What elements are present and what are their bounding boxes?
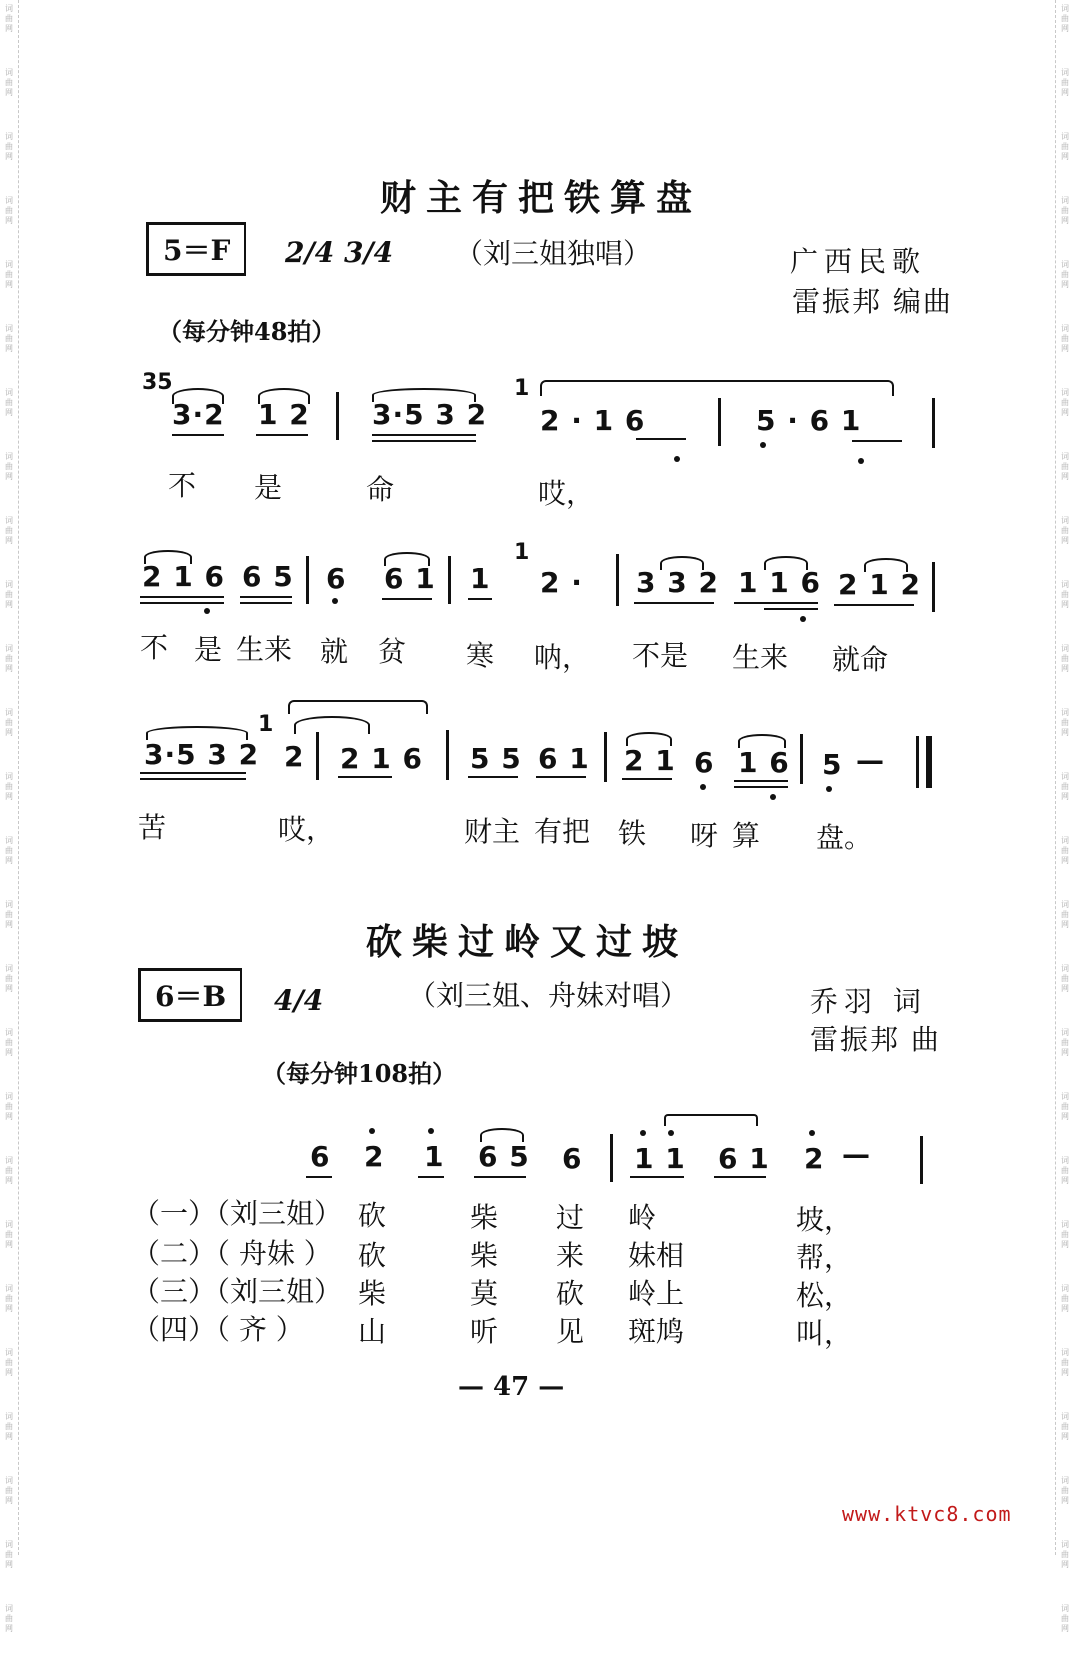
beam: [474, 1176, 526, 1178]
side-watermark-text: 词 曲 网: [5, 324, 13, 353]
verse-label: （三）（刘三姐）: [132, 1275, 343, 1308]
lyric: 帮，: [796, 1241, 853, 1274]
side-watermark-text: 词 曲 网: [5, 1156, 13, 1185]
lyric: 呐，: [534, 641, 591, 674]
upper-octave-dot: [369, 1128, 375, 1134]
lower-octave-dot: [760, 442, 766, 448]
slur: [480, 1128, 524, 1142]
lower-octave-dot: [858, 458, 864, 464]
bar-line: [920, 1136, 923, 1184]
beam: [418, 1176, 444, 1178]
side-watermark-text: 词 曲 网: [1061, 1092, 1069, 1121]
beam: [734, 780, 788, 782]
bar-line: [616, 554, 619, 606]
lyric: 生来: [236, 633, 293, 666]
verse-label: （一）（刘三姐）: [132, 1197, 343, 1230]
side-watermark-text: 词 曲 网: [1061, 964, 1069, 993]
lower-octave-dot: [770, 794, 776, 800]
beam: [240, 602, 292, 604]
side-watermark-text: 词 曲 网: [5, 900, 13, 929]
slur: [294, 716, 370, 734]
side-watermark-text: 词 曲 网: [1061, 1028, 1069, 1057]
bar-line: [336, 392, 339, 440]
lower-octave-dot: [332, 598, 338, 604]
song1-tempo: （每分钟48拍）: [158, 317, 336, 346]
note-group: 5 · 6 1: [756, 404, 862, 437]
note-group: 3·5 3 2: [144, 738, 260, 771]
beam: [140, 772, 246, 774]
side-watermark-text: 词 曲 网: [5, 1476, 13, 1505]
side-watermark-text: 词 曲 网: [1061, 388, 1069, 417]
side-watermark-text: 词 曲 网: [5, 4, 13, 33]
side-watermark-text: 词 曲 网: [1061, 1604, 1069, 1633]
phrase-slur: [540, 380, 894, 396]
slur: [144, 550, 192, 564]
side-watermark-text: 词 曲 网: [5, 132, 13, 161]
lyric: 苦: [138, 811, 167, 844]
phrase-slur: [288, 700, 428, 714]
grace-note: 1: [258, 712, 274, 737]
side-watermark-text: 词 曲 网: [1061, 644, 1069, 673]
slur: [258, 388, 310, 404]
final-bar-thin: [916, 736, 919, 788]
lyric: 砍: [358, 1199, 387, 1232]
note-group: 2: [364, 1140, 385, 1173]
lower-octave-dot: [826, 786, 832, 792]
beam: [714, 1176, 766, 1178]
side-watermark-text: 词 曲 网: [5, 644, 13, 673]
beam: [764, 608, 818, 610]
lyric: 就命: [832, 643, 889, 676]
bar-line: [446, 730, 449, 780]
note-group: 6 1: [538, 742, 590, 775]
lyric: 见: [556, 1315, 585, 1348]
beam: [468, 776, 518, 778]
slur: [372, 388, 476, 402]
side-watermark-text: 词 曲 网: [1061, 580, 1069, 609]
lyric: 财主: [464, 815, 521, 848]
note-group: 1: [424, 1140, 445, 1173]
lyric: 山: [358, 1315, 387, 1348]
side-watermark-text: 词 曲 网: [1061, 324, 1069, 353]
upper-octave-dot: [640, 1130, 646, 1136]
beam: [634, 602, 714, 604]
side-watermark-text: 词 曲 网: [5, 836, 13, 865]
note-group: 2 1 6: [142, 560, 225, 593]
side-watermark-text: 词 曲 网: [1061, 516, 1069, 545]
side-watermark-text: 词 曲 网: [1061, 260, 1069, 289]
bar-line: [604, 732, 607, 782]
note-group: 6 5: [242, 560, 294, 593]
lyric: 哎，: [538, 477, 595, 510]
side-watermark-text: 词 曲 网: [5, 1284, 13, 1313]
beam: [372, 434, 476, 436]
beam: [734, 786, 788, 788]
side-watermark-text: 词 曲 网: [1061, 1220, 1069, 1249]
bar-line: [448, 556, 451, 604]
grace-note: 1: [514, 540, 530, 565]
note-group: 6: [562, 1142, 583, 1175]
note-group: 3·2: [172, 398, 225, 431]
lyric: 来: [556, 1239, 585, 1272]
lyric: 柴: [358, 1277, 387, 1310]
note-group: 2: [284, 740, 305, 773]
lyric: 有把: [534, 815, 591, 848]
slur: [738, 734, 786, 748]
note-group: 2 1 2: [838, 568, 921, 601]
side-watermark-text: 词 曲 网: [5, 708, 13, 737]
note-group: 2 1 6: [340, 742, 423, 775]
note-group: 2 1: [624, 744, 676, 777]
song2-meter: 4/4: [274, 984, 324, 1017]
note-group: 1 1 6: [738, 566, 821, 599]
side-watermark-text: 词 曲 网: [1061, 1348, 1069, 1377]
slur: [384, 552, 430, 566]
lyric: 坡，: [796, 1203, 853, 1236]
song1-key-signature: 5＝F: [146, 222, 246, 276]
lyric: 呀: [690, 819, 719, 852]
beam: [172, 434, 224, 436]
song2-title: 砍柴过岭又过坡: [366, 922, 689, 963]
lyric: 柴: [470, 1239, 499, 1272]
lyric: 砍: [556, 1277, 585, 1310]
lyric: 是: [254, 471, 283, 504]
lyric: 岭上: [628, 1277, 685, 1310]
lyric: 贫: [378, 635, 407, 668]
beam: [834, 604, 914, 606]
beam: [140, 778, 246, 780]
song2-key-signature: 6＝B: [138, 968, 242, 1022]
verse-label: （二）（ 舟妹 ）: [132, 1237, 332, 1270]
upper-octave-dot: [428, 1128, 434, 1134]
lyric: 不: [140, 631, 169, 664]
bar-line: [800, 734, 803, 784]
upper-octave-dot: [809, 1130, 815, 1136]
slur: [146, 726, 248, 740]
lyric: 就: [320, 635, 349, 668]
note-group: 6 1: [384, 562, 436, 595]
lyric: 妹相: [628, 1239, 685, 1272]
side-watermark-text: 词 曲 网: [1061, 132, 1069, 161]
lyric: 不: [168, 469, 197, 502]
side-watermark-text: 词 曲 网: [1061, 772, 1069, 801]
lyric: 铁: [618, 817, 647, 850]
note-group: 6: [694, 746, 715, 779]
song1-title: 财主有把铁算盘: [380, 178, 703, 219]
note-group: 6 5: [478, 1140, 530, 1173]
side-watermark-text: 词 曲 网: [1061, 196, 1069, 225]
final-bar-thick: [926, 736, 932, 788]
side-watermark-text: 词 曲 网: [1061, 1412, 1069, 1441]
beam: [140, 602, 224, 604]
beam: [536, 776, 586, 778]
beam: [256, 434, 308, 436]
note-group: 3 3 2: [636, 566, 719, 599]
lower-octave-dot: [674, 456, 680, 462]
note-group: 6: [310, 1140, 331, 1173]
song2-subtitle: （刘三姐、舟妹对唱）: [408, 979, 689, 1012]
song1-meter: 2/4 3/4: [285, 236, 394, 269]
bar-line: [306, 556, 309, 604]
lower-octave-dot: [800, 616, 806, 622]
beam: [338, 776, 392, 778]
note-group: 5 5: [470, 742, 522, 775]
beam: [636, 438, 686, 440]
lyric: 寒: [466, 639, 495, 672]
page-number: — 47 —: [458, 1372, 565, 1402]
song2-credit-lyricist: 乔羽 词: [810, 985, 927, 1018]
side-watermark-text: 词 曲 网: [5, 196, 13, 225]
side-watermark-text: 词 曲 网: [5, 1412, 13, 1441]
note-group: 1 1: [634, 1142, 686, 1175]
note-group: 2: [804, 1142, 825, 1175]
song1-credit-origin: 广西民歌: [790, 245, 927, 278]
lyric: 生来: [732, 641, 789, 674]
lyric: 听: [470, 1315, 499, 1348]
beam: [630, 1176, 684, 1178]
lower-octave-dot: [700, 784, 706, 790]
side-watermark-text: 词 曲 网: [5, 772, 13, 801]
bar-line: [932, 398, 935, 448]
lyric: 不是: [632, 639, 689, 672]
lyric: 叫，: [796, 1317, 853, 1350]
side-watermark-text: 词 曲 网: [5, 1540, 13, 1569]
side-watermark-text: 词 曲 网: [5, 388, 13, 417]
lyric: 砍: [358, 1239, 387, 1272]
side-watermark-text: 词 曲 网: [1061, 68, 1069, 97]
beam: [622, 778, 672, 780]
grace-note: 35: [142, 370, 173, 395]
lyric: 哎，: [278, 813, 335, 846]
beam: [372, 440, 476, 442]
lyric: 莫: [470, 1277, 499, 1310]
side-watermark-text: 词 曲 网: [5, 68, 13, 97]
lyric: 算: [732, 819, 761, 852]
side-watermark-text: 词 曲 网: [1061, 836, 1069, 865]
note-group: 3·5 3 2: [372, 398, 488, 431]
lyric: 是: [194, 633, 223, 666]
site-watermark[interactable]: www.ktvc8.com: [842, 1502, 1012, 1526]
phrase-slur: [664, 1114, 758, 1126]
side-watermark-text: 词 曲 网: [5, 452, 13, 481]
beam: [734, 602, 818, 604]
beam: [852, 440, 902, 442]
note-group: 1 6: [738, 746, 790, 779]
hold-dash: —: [856, 744, 885, 777]
lyric: 柴: [470, 1201, 499, 1234]
bar-line: [718, 398, 721, 446]
lyric: 斑鸠: [628, 1315, 685, 1348]
slur: [764, 556, 808, 570]
side-watermark-text: 词 曲 网: [5, 516, 13, 545]
grace-note: 1: [514, 376, 530, 401]
note-group: 2 · 1 6: [540, 404, 646, 437]
note-group: 1: [470, 562, 491, 595]
side-watermark-text: 词 曲 网: [1061, 1540, 1069, 1569]
side-watermark-text: 词 曲 网: [5, 1028, 13, 1057]
lower-octave-dot: [204, 608, 210, 614]
right-watermark-strip: [1055, 0, 1074, 1633]
side-watermark-text: 词 曲 网: [1061, 1156, 1069, 1185]
beam: [468, 598, 492, 600]
slur: [626, 732, 672, 746]
song1-credit-arranger: 雷振邦 编曲: [792, 285, 953, 318]
lyric: 松，: [796, 1279, 853, 1312]
lyric: 命: [366, 473, 395, 506]
side-watermark-text: 词 曲 网: [1061, 708, 1069, 737]
slur: [660, 556, 704, 570]
slur: [864, 558, 908, 572]
side-watermark-text: 词 曲 网: [5, 260, 13, 289]
side-watermark-text: 词 曲 网: [1061, 1284, 1069, 1313]
side-watermark-text: 词 曲 网: [5, 1348, 13, 1377]
side-watermark-text: 词 曲 网: [5, 964, 13, 993]
beam: [140, 596, 224, 598]
lyric: 盘。: [816, 821, 873, 854]
beam: [306, 1176, 332, 1178]
note-group: 6: [326, 562, 347, 595]
side-watermark-text: 词 曲 网: [5, 1092, 13, 1121]
bar-line: [932, 562, 935, 612]
verse-label: （四）（ 齐 ）: [132, 1313, 304, 1346]
side-watermark-text: 词 曲 网: [5, 1604, 13, 1633]
slur: [172, 388, 224, 404]
beam: [240, 596, 292, 598]
upper-octave-dot: [668, 1130, 674, 1136]
song2-tempo: （每分钟108拍）: [262, 1059, 457, 1088]
note-group: 5: [822, 748, 843, 781]
song2-credit-composer: 雷振邦 曲: [810, 1023, 941, 1056]
side-watermark-text: 词 曲 网: [5, 1220, 13, 1249]
bar-line: [316, 732, 319, 780]
side-watermark-text: 词 曲 网: [5, 580, 13, 609]
note-group: 1 2: [258, 398, 310, 431]
bar-line: [610, 1134, 613, 1182]
side-watermark-text: 词 曲 网: [1061, 1476, 1069, 1505]
left-watermark-strip: [0, 0, 19, 1633]
song1-subtitle: （刘三姐独唱）: [455, 237, 652, 270]
side-watermark-text: 词 曲 网: [1061, 452, 1069, 481]
beam: [382, 598, 432, 600]
side-watermark-text: 词 曲 网: [1061, 4, 1069, 33]
side-watermark-text: 词 曲 网: [1061, 900, 1069, 929]
lyric: 过: [556, 1201, 585, 1234]
note-group: 6 1: [718, 1142, 770, 1175]
note-group: 2 ·: [540, 566, 583, 599]
hold-dash: —: [842, 1138, 871, 1171]
lyric: 岭: [628, 1201, 657, 1234]
